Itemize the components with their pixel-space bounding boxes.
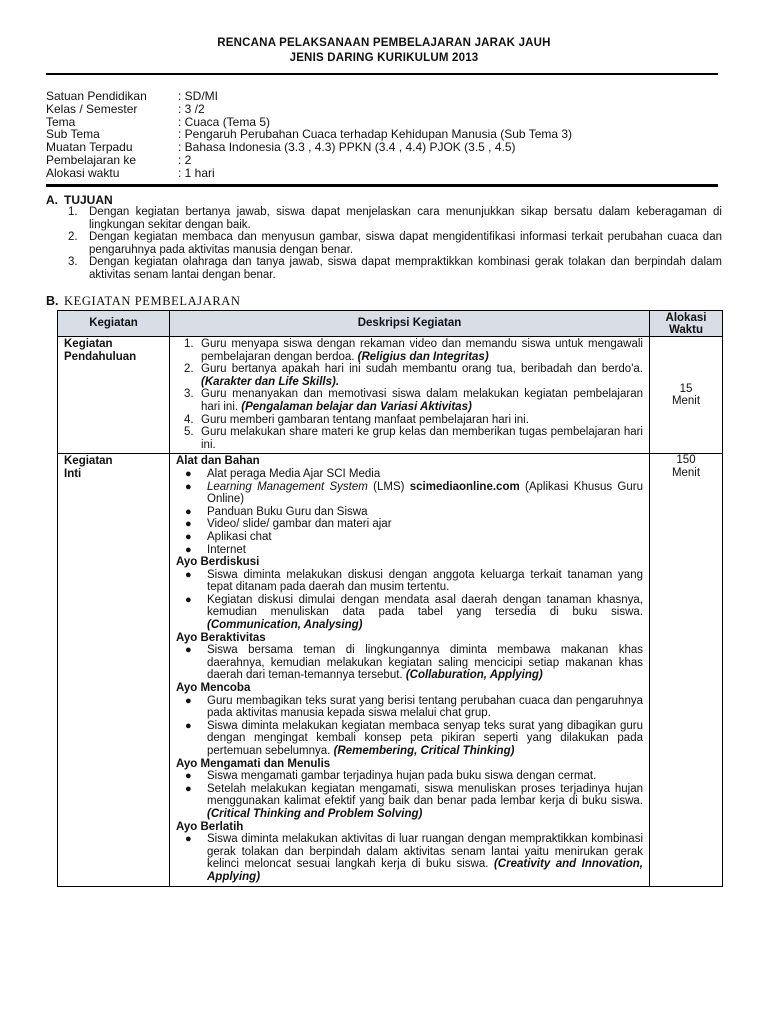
item-text: (LMS) <box>367 480 410 493</box>
activity-name-line: Kegiatan <box>64 338 113 350</box>
item-text: Guru menyapa siswa dengan rekaman video dan memandu siswa untuk mengawali pembelajaran dengan berdoa. <box>201 338 643 363</box>
list-item <box>176 695 643 720</box>
document-title: RENCANA PELAKSANAAN PEMBELAJARAN JARAK JAUH <box>217 37 551 49</box>
identity-label: Pembelajaran ke <box>46 152 137 167</box>
item-number: 2. <box>68 231 78 244</box>
item-text: Siswa diminta melakukan aktivitas di luar ruangan dengan mempraktikkan kombinasi gerak tolakan dan berpindah dalam aktivitas senam lantai yaitu menirukan gerak kelinci meloncat sesuai langkah kerja di buku siswa. <box>207 833 643 871</box>
activity-name <box>58 454 170 886</box>
activity-list <box>176 695 643 758</box>
item-text: Siswa mengamati gambar terjadinya hujan pada buku siswa dengan cermat. <box>207 770 597 783</box>
time-value: 150 <box>676 454 696 467</box>
bullet-icon: ● <box>185 518 192 531</box>
item-text: Setelah melakukan kegiatan mengamati, siswa menuliskan proses terjadinya hujan menggunakan kalimat efektif yang baik dan benar pada lembar kerja di buku siswa. <box>207 782 643 808</box>
item-text: Panduan Buku Guru dan Siswa <box>207 505 368 518</box>
objective-item <box>66 206 722 231</box>
list-item <box>176 518 643 531</box>
list-item <box>176 426 643 451</box>
item-text: Internet <box>207 543 246 556</box>
list-item <box>176 531 643 544</box>
activity-list <box>176 644 643 682</box>
list-item <box>176 481 643 506</box>
list-item <box>176 544 643 557</box>
time-allocation <box>650 337 723 454</box>
activity-list <box>176 833 643 883</box>
identity-divider <box>46 184 718 187</box>
identity-value: : Bahasa Indonesia (3.3 , 4.3) PPKN (3.4 , 4.4) PJOK (3.5 , 4.5) <box>178 140 516 155</box>
item-link-text: scimediaonline.com <box>409 480 520 493</box>
bullet-icon: ● <box>185 467 192 480</box>
group-title: Ayo Berlatih <box>176 820 244 833</box>
list-item <box>176 770 643 783</box>
item-text: Learning Management System <box>207 480 368 493</box>
identity-label: Muatan Terpadu <box>46 140 133 155</box>
section-title: TUJUAN <box>64 193 113 207</box>
list-item <box>176 783 643 821</box>
bullet-icon: ● <box>185 782 192 795</box>
list-item <box>176 506 643 519</box>
item-number: 1. <box>184 338 194 350</box>
item-tag: (Karakter dan Life Skills). <box>201 375 340 388</box>
activity-name-line: Kegiatan <box>64 455 113 468</box>
item-text: Guru bertanya apakah hari ini sudah membantu orang tua, beribadah dan berdo'a. <box>201 363 643 376</box>
item-tag: (Creativity and Innovation, Applying) <box>207 858 643 883</box>
item-number: 1. <box>68 206 78 218</box>
bullet-icon: ● <box>185 770 192 783</box>
identity-value: : 2 <box>178 152 192 167</box>
section-letter: B. <box>46 294 59 308</box>
identity-value: : 1 hari <box>178 165 215 180</box>
item-text: Siswa diminta melakukan kegiatan membaca senyap teks surat yang dibagikan guru dengan mengingat kembali konsep peta pikiran seperti yang dilakukan pada pertemuan sebelumnya. <box>207 719 643 757</box>
list-item <box>176 363 643 388</box>
time-unit: Menit <box>671 466 701 479</box>
item-tag: (Critical Thinking and Problem Solving) <box>207 807 423 820</box>
list-item <box>176 338 643 363</box>
group-title: Alat dan Bahan <box>176 455 260 468</box>
time-allocation <box>650 454 723 886</box>
table-row-pendahuluan <box>58 337 723 454</box>
item-text: Guru membagikan teks surat yang berisi tentang perubahan cuaca dan pengaruhnya pada aktivitas manusia kepada siswa melalui chat grup. <box>207 694 643 720</box>
column-header-alokasi <box>650 311 723 337</box>
item-text: Guru memberi gambaran tentang manfaat pembelajaran hari ini. <box>201 413 529 426</box>
item-tag: (Remembering, Critical Thinking) <box>333 745 515 757</box>
item-text: (Aplikasi Khusus Guru Online) <box>207 480 643 506</box>
bullet-icon: ● <box>185 593 192 606</box>
list-item <box>176 594 643 632</box>
time-value: 15 <box>679 382 693 395</box>
group-title: Ayo Mengamati dan Menulis <box>176 757 331 770</box>
list-item <box>176 414 643 427</box>
item-number: 2. <box>184 363 194 376</box>
bullet-icon: ● <box>185 543 192 556</box>
list-item <box>176 833 643 883</box>
list-item <box>176 569 643 594</box>
item-tag: (Communication, Analysing) <box>207 619 363 632</box>
column-header-kegiatan: Kegiatan <box>58 311 170 337</box>
identity-value: : 3 /2 <box>178 101 205 116</box>
list-item <box>176 644 643 682</box>
identity-label: Sub Tema <box>46 127 100 142</box>
item-text: Siswa bersama teman di lingkungannya diminta membawa makanan khas daerahnya, kemudian melakukan kegiatan saling mencicipi setiap makanan khas daerah dari teman-temannya tersebut. <box>207 644 643 682</box>
item-text: Dengan kegiatan olahraga dan tanya jawab, siswa dapat mempraktikkan kombinasi gerak tolakan dan berpindah dalam aktivitas senam lantai dengan benar. <box>89 256 722 281</box>
table-header-row <box>58 311 723 337</box>
item-number: 4. <box>184 413 194 426</box>
item-number: 3. <box>68 256 78 269</box>
objective-item <box>66 256 722 281</box>
table-row-inti <box>58 454 723 886</box>
bullet-icon: ● <box>185 505 192 518</box>
activity-list <box>176 770 643 820</box>
section-a-heading <box>46 193 113 207</box>
bullet-icon: ● <box>185 530 192 543</box>
bullet-icon: ● <box>185 694 192 707</box>
group-title: Ayo Mencoba <box>176 682 251 695</box>
identity-value: : Pengaruh Perubahan Cuaca terhadap Kehidupan Manusia (Sub Tema 3) <box>178 127 573 142</box>
item-tag: (Collaburation, Applying) <box>405 669 543 682</box>
item-text: Alat peraga Media Ajar SCI Media <box>207 467 381 480</box>
item-text: Guru menanyakan dan memotivasi siswa dalam melakukan kegiatan pembelajaran hari ini. <box>201 388 643 413</box>
identity-label: Kelas / Semester <box>46 101 138 116</box>
header-line: Alokasi <box>665 311 707 324</box>
group-title: Ayo Berdiskusi <box>176 556 260 569</box>
section-b-heading <box>46 294 241 309</box>
activity-description <box>170 454 650 886</box>
item-number: 5. <box>184 426 194 439</box>
section-letter: A. <box>46 193 58 207</box>
identity-label: Alokasi waktu <box>46 165 120 180</box>
bullet-icon: ● <box>185 833 192 846</box>
item-text: Aplikasi chat <box>207 530 272 543</box>
item-tag: (Pengalaman belajar dan Variasi Aktivitas) <box>241 400 472 413</box>
activity-list <box>176 569 643 632</box>
activity-name-line: Inti <box>64 467 82 480</box>
bullet-icon: ● <box>185 480 192 493</box>
activity-name-line: Pendahuluan <box>64 350 137 363</box>
item-number: 3. <box>184 388 194 401</box>
objective-item <box>66 231 722 256</box>
bullet-icon: ● <box>185 644 192 657</box>
item-text: Dengan kegiatan bertanya jawab, siswa dapat menjelaskan cara menunjukkan sikap bersatu dalam keberagaman di lingkungan sekitar dengan baik. <box>89 206 722 231</box>
activity-name <box>58 337 170 454</box>
identity-label: Tema <box>46 114 76 129</box>
objectives-list <box>66 206 722 282</box>
item-text: Video/ slide/ gambar dan materi ajar <box>207 518 392 531</box>
identity-value: : Cuaca (Tema 5) <box>178 114 271 129</box>
time-unit: Menit <box>671 395 701 408</box>
item-tag: (Religius dan Integritas) <box>357 350 489 363</box>
group-title: Ayo Beraktivitas <box>176 631 266 644</box>
list-item <box>176 388 643 413</box>
list-item <box>176 720 643 758</box>
item-text: Kegiatan diskusi dimulai dengan mendata asal daerah dengan tanaman khasnya, kemudian menuliskan data pada tabel yang tersedia di buku siswa. <box>207 593 643 619</box>
item-text: Siswa diminta melakukan diskusi dengan anggota keluarga terkait tanaman yang tepat ditanam pada daerah dan musim tertentu. <box>207 568 643 594</box>
bullet-icon: ● <box>185 719 192 732</box>
list-item <box>176 468 643 481</box>
top-divider <box>46 73 718 75</box>
bullet-icon: ● <box>185 568 192 581</box>
activity-description <box>170 337 650 454</box>
document-subtitle: JENIS DARING KURIKULUM 2013 <box>289 52 479 64</box>
activities-table <box>57 310 723 887</box>
tools-list <box>176 468 643 556</box>
identity-label: Satuan Pendidikan <box>46 89 147 103</box>
section-title: KEGIATAN PEMBELAJARAN <box>64 294 241 308</box>
identity-value: : SD/MI <box>178 89 219 103</box>
item-text: Guru melakukan share materi ke grup kelas dan memberikan tugas pembelajaran hari ini. <box>201 426 643 451</box>
column-header-deskripsi: Deskripsi Kegiatan <box>170 311 650 337</box>
item-text: Dengan kegiatan membaca dan menyusun gambar, siswa dapat mengidentifikasi informasi terkait perubahan cuaca dan pengaruhnya pada aktivitas manusia dengan benar. <box>89 231 722 256</box>
header-line: Waktu <box>668 323 704 336</box>
